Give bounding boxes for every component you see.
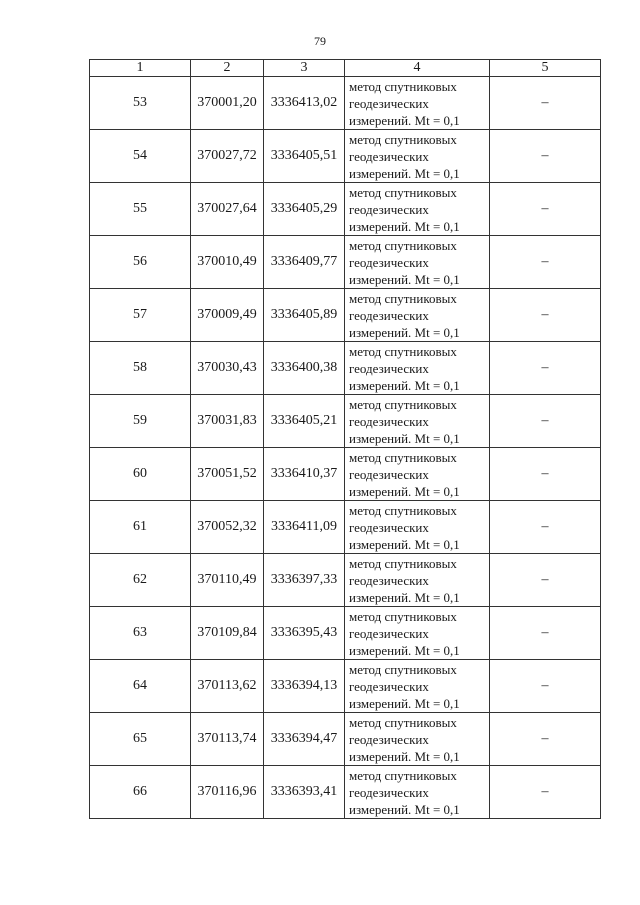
- table-row: [90, 607, 601, 660]
- x-coordinate-cell: 370052,32: [191, 501, 264, 554]
- x-coordinate-cell: 370116,96: [191, 766, 264, 819]
- x-coordinate-cell: 370110,49: [191, 554, 264, 607]
- method-line: измерений. Mt = 0,1: [349, 536, 460, 552]
- x-coordinate-cell: 370113,74: [191, 713, 264, 766]
- method-line: метод спутниковых: [349, 237, 457, 253]
- method-cell: [345, 501, 490, 554]
- point-number-cell: 60: [90, 448, 191, 501]
- y-coordinate-cell: 3336405,51: [264, 130, 345, 183]
- table-row: [90, 554, 601, 607]
- method-line: измерений. Mt = 0,1: [349, 430, 460, 446]
- method-cell: [345, 342, 490, 395]
- method-line: метод спутниковых: [349, 555, 457, 571]
- note-cell: –: [490, 766, 601, 819]
- method-line: геодезических: [349, 678, 429, 694]
- table-row: [90, 766, 601, 819]
- method-line: измерений. Mt = 0,1: [349, 218, 460, 234]
- method-line: измерений. Mt = 0,1: [349, 589, 460, 605]
- x-coordinate-cell: 370030,43: [191, 342, 264, 395]
- point-number-cell: 59: [90, 395, 191, 448]
- method-cell: [345, 77, 490, 130]
- table-row: [90, 342, 601, 395]
- method-line: геодезических: [349, 731, 429, 747]
- point-number-cell: 66: [90, 766, 191, 819]
- note-cell: –: [490, 607, 601, 660]
- table-header: [90, 60, 601, 77]
- method-line: метод спутниковых: [349, 502, 457, 518]
- method-cell: [345, 713, 490, 766]
- table-row: [90, 713, 601, 766]
- point-number-cell: 65: [90, 713, 191, 766]
- method-line: геодезических: [349, 95, 429, 111]
- coordinates-table: [89, 59, 601, 819]
- method-line: геодезических: [349, 519, 429, 535]
- method-line: геодезических: [349, 360, 429, 376]
- y-coordinate-cell: 3336405,89: [264, 289, 345, 342]
- point-number-cell: 61: [90, 501, 191, 554]
- table-row: [90, 236, 601, 289]
- point-number-cell: 55: [90, 183, 191, 236]
- method-cell: [345, 554, 490, 607]
- note-cell: –: [490, 289, 601, 342]
- method-cell: [345, 607, 490, 660]
- table-row: [90, 395, 601, 448]
- method-cell: [345, 183, 490, 236]
- y-coordinate-cell: 3336394,47: [264, 713, 345, 766]
- point-number-cell: 64: [90, 660, 191, 713]
- note-cell: –: [490, 448, 601, 501]
- y-coordinate-cell: 3336405,21: [264, 395, 345, 448]
- method-line: измерений. Mt = 0,1: [349, 801, 460, 817]
- method-line: метод спутниковых: [349, 767, 457, 783]
- y-coordinate-cell: 3336400,38: [264, 342, 345, 395]
- method-line: измерений. Mt = 0,1: [349, 483, 460, 499]
- method-line: метод спутниковых: [349, 449, 457, 465]
- note-cell: –: [490, 183, 601, 236]
- y-coordinate-cell: 3336395,43: [264, 607, 345, 660]
- note-cell: –: [490, 660, 601, 713]
- method-line: измерений. Mt = 0,1: [349, 642, 460, 658]
- method-line: метод спутниковых: [349, 78, 457, 94]
- table-row: [90, 448, 601, 501]
- table-row: [90, 660, 601, 713]
- x-coordinate-cell: 370010,49: [191, 236, 264, 289]
- method-line: геодезических: [349, 625, 429, 641]
- note-cell: –: [490, 501, 601, 554]
- point-number-cell: 54: [90, 130, 191, 183]
- method-line: геодезических: [349, 784, 429, 800]
- point-number-cell: 53: [90, 77, 191, 130]
- note-cell: –: [490, 236, 601, 289]
- table-row: [90, 130, 601, 183]
- note-cell: –: [490, 713, 601, 766]
- method-line: метод спутниковых: [349, 714, 457, 730]
- x-coordinate-cell: 370109,84: [191, 607, 264, 660]
- method-line: измерений. Mt = 0,1: [349, 695, 460, 711]
- y-coordinate-cell: 3336409,77: [264, 236, 345, 289]
- method-line: метод спутниковых: [349, 396, 457, 412]
- method-line: измерений. Mt = 0,1: [349, 271, 460, 287]
- page-number: 79: [314, 34, 326, 48]
- x-coordinate-cell: 370001,20: [191, 77, 264, 130]
- note-cell: –: [490, 77, 601, 130]
- point-number-cell: 58: [90, 342, 191, 395]
- x-coordinate-cell: 370031,83: [191, 395, 264, 448]
- table-row: [90, 289, 601, 342]
- method-cell: [345, 766, 490, 819]
- method-line: измерений. Mt = 0,1: [349, 377, 460, 393]
- method-line: метод спутниковых: [349, 661, 457, 677]
- table-row: [90, 77, 601, 130]
- note-cell: –: [490, 130, 601, 183]
- table-row: [90, 501, 601, 554]
- header-cell-5: 5: [490, 60, 601, 77]
- x-coordinate-cell: 370113,62: [191, 660, 264, 713]
- y-coordinate-cell: 3336410,37: [264, 448, 345, 501]
- x-coordinate-cell: 370009,49: [191, 289, 264, 342]
- point-number-cell: 63: [90, 607, 191, 660]
- y-coordinate-cell: 3336397,33: [264, 554, 345, 607]
- method-line: геодезических: [349, 254, 429, 270]
- note-cell: –: [490, 554, 601, 607]
- method-cell: [345, 660, 490, 713]
- method-line: геодезических: [349, 413, 429, 429]
- method-line: геодезических: [349, 466, 429, 482]
- header-cell-2: 2: [191, 60, 264, 77]
- note-cell: –: [490, 395, 601, 448]
- method-cell: [345, 130, 490, 183]
- y-coordinate-cell: 3336393,41: [264, 766, 345, 819]
- x-coordinate-cell: 370051,52: [191, 448, 264, 501]
- method-line: геодезических: [349, 572, 429, 588]
- header-cell-4: 4: [345, 60, 490, 77]
- method-line: метод спутниковых: [349, 131, 457, 147]
- table-row: [90, 183, 601, 236]
- header-cell-3: 3: [264, 60, 345, 77]
- point-number-cell: 56: [90, 236, 191, 289]
- method-line: метод спутниковых: [349, 343, 457, 359]
- table-body: [90, 77, 601, 819]
- method-line: метод спутниковых: [349, 608, 457, 624]
- x-coordinate-cell: 370027,64: [191, 183, 264, 236]
- method-line: метод спутниковых: [349, 184, 457, 200]
- method-line: измерений. Mt = 0,1: [349, 748, 460, 764]
- method-line: геодезических: [349, 148, 429, 164]
- point-number-cell: 62: [90, 554, 191, 607]
- method-line: геодезических: [349, 307, 429, 323]
- point-number-cell: 57: [90, 289, 191, 342]
- header-cell-1: 1: [90, 60, 191, 77]
- method-line: измерений. Mt = 0,1: [349, 324, 460, 340]
- y-coordinate-cell: 3336405,29: [264, 183, 345, 236]
- y-coordinate-cell: 3336413,02: [264, 77, 345, 130]
- method-line: геодезических: [349, 201, 429, 217]
- y-coordinate-cell: 3336394,13: [264, 660, 345, 713]
- note-cell: –: [490, 342, 601, 395]
- x-coordinate-cell: 370027,72: [191, 130, 264, 183]
- method-line: измерений. Mt = 0,1: [349, 112, 460, 128]
- method-cell: [345, 289, 490, 342]
- method-line: измерений. Mt = 0,1: [349, 165, 460, 181]
- header-row: [90, 60, 601, 77]
- method-line: метод спутниковых: [349, 290, 457, 306]
- method-cell: [345, 395, 490, 448]
- y-coordinate-cell: 3336411,09: [264, 501, 345, 554]
- method-cell: [345, 236, 490, 289]
- method-cell: [345, 448, 490, 501]
